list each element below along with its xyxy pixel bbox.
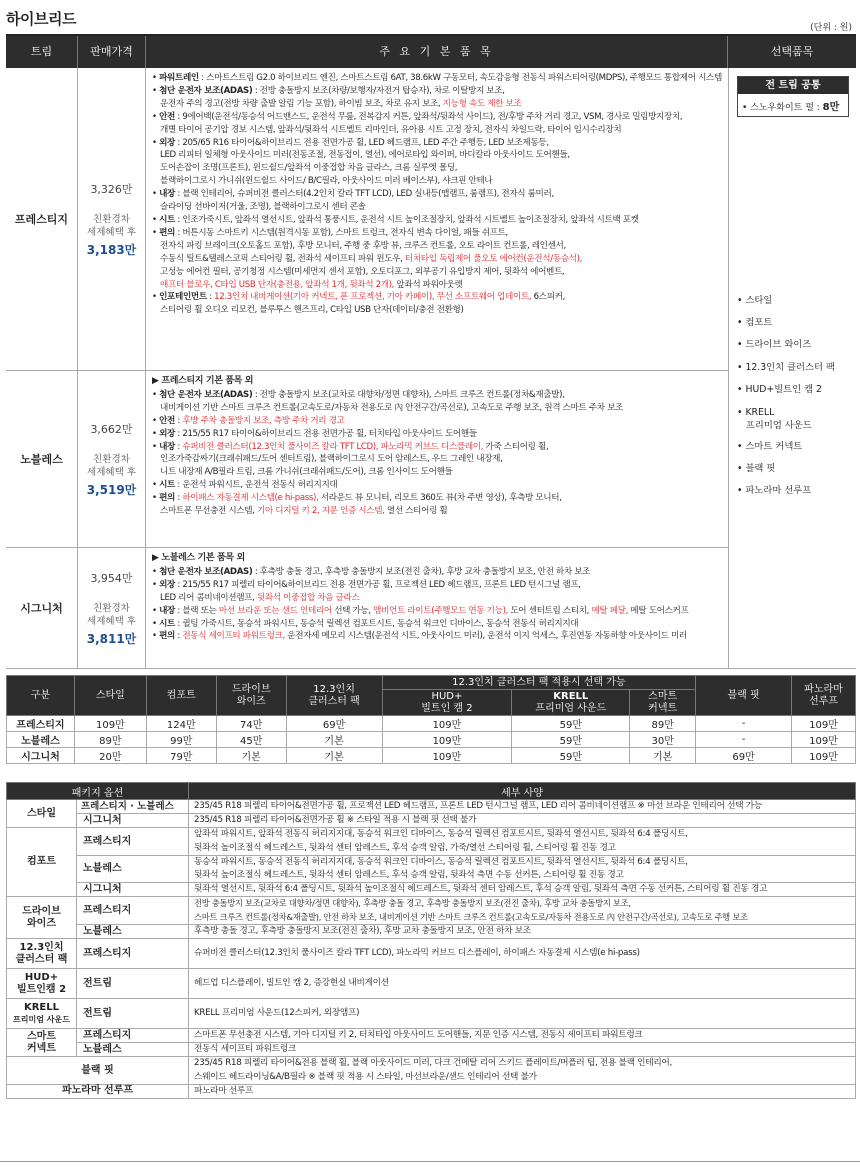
option-item: • HUD+빌트인 캠 2 <box>737 383 822 395</box>
feature-line: • 내장 : 블랙 인테리어, 슈퍼비전 클러스터(4.2인치 칼라 TFT LCD), LED 실내등(맵램프, 룸램프), 전자식 룸미러, <box>152 189 554 200</box>
opt-header-black: 블랙 핏 <box>696 676 792 716</box>
feature-line: • 내장 : 슈퍼비전 클러스터(12.3인치 풀사이즈 칼라 TFT LCD), 파노라믹 커브드 디스플레이, 가죽 스티어링 휠, <box>152 441 549 452</box>
feature-line: 수동식 틸트&텔레스코픽 스티어링 휠, 전좌석 세이프티 파워 윈도우, 터치타입 독립제어 풀오토 에어컨(운전석/동승석), <box>160 253 582 264</box>
eco-label-2: 세제혜택 후 <box>87 226 136 238</box>
common-option-title: 전 트림 공통 <box>738 77 848 94</box>
feature-line: 개별 타이어 공기압 경보 시스템, 앞좌석/뒷좌석 시트벨트 리마인더, 유아용 시트 고정 장치, 전자식 차일드락, 타이어 임시수리장치 <box>160 124 622 135</box>
feature-line: • 파워트레인 : 스마트스트림 G2.0 하이브리드 엔진, 스마트스트림 6AT, 38.6kW 구동모터, 속도감응형 전동식 파워스티어링(MDPS), 주행모드 통합제어 시스템 <box>152 73 722 83</box>
feature-line: • 안전 : 9에어백(운전석/동승석 어드밴스드, 운전석 무릎, 전복감지 커튼, 앞좌석/뒷좌석 사이드), 전/후방 주차 거리 경고, VSM, 경사로 밀림방지장치, <box>152 111 683 122</box>
feature-line: • 첨단 운전자 보조(ADAS) : 후측방 충돌 경고, 후측방 충돌방지 보조(전진 출차), 후방 교차 충돌방지 보조, 안전 하차 보조 <box>152 566 591 577</box>
feature-line: • 내장 : 블랙 또는 마선 브라운 또는 샌드 인테리어 선택 가능, 앰비언트 라이트(주행모드 연동 기능), 도어 센터트림 스티치, 메탈 페달, 메탈 도어스커프 <box>152 605 689 616</box>
opt-header-krell: KRELL 프리미엄 사운드 <box>512 690 630 716</box>
feature-line: ▶ 프레스티지 기본 품목 외 <box>152 376 254 386</box>
table-row: 노블레스 전동식 세이프티 파워트렁크 <box>7 1043 856 1057</box>
feature-line: 니트 내장재 A/B필라 트림, 크롬 가니쉬(크래쉬패드/도어), 크롬 인사이드 도어핸들 <box>160 467 453 478</box>
trim-name: 시그니처 <box>6 548 78 668</box>
common-option-name: 스노우화이트 펄 <box>750 103 814 113</box>
feature-line: 슬라이딩 선바이저(거울, 조명), 블랙하이그로시 센터 콘솔 <box>160 202 366 213</box>
feature-list <box>152 375 724 518</box>
feature-line: 블랙하이그로시 가니쉬(윈드쉴드 사이드/ B/C필라, 아웃사이드 미러 베이스부), 샤크핀 안테나 <box>160 176 493 187</box>
feature-line: 스티어링 휠 오디오 리모컨, 블루투스 핸즈프리, C타입 USB 단자(데이터/충전 전환형) <box>160 305 464 316</box>
trim-name: 프레스티지 <box>6 68 78 370</box>
common-option-item: • 스노우화이트 펄 : 8만 <box>742 102 840 113</box>
table-row: 시그니처 235/45 R18 피렐리 타이어&전면가공 휠 ※ 스타일 적용 시 블랙 핏 선택 불가 <box>7 814 856 828</box>
opt-header-div: 구분 <box>7 676 75 716</box>
feature-line: 전자식 파킹 브레이크(오토홀드 포함), 후방 모니터, 주행 중 후방 뷰, 크루즈 컨트롤, 오토 라이트 컨트롤, 레인센서, <box>160 240 566 251</box>
feature-line: 스마트폰 무선충전 시스템, 기아 디지털 키 2, 지문 인증 시스템, 열선 스티어링 휠 <box>160 506 448 517</box>
trim-row-noblesse <box>6 371 728 548</box>
opt-header-drive: 드라이브 와이즈 <box>216 676 286 716</box>
feature-line: LED 리피터 일체형 아웃사이드 미러(전동조절, 전동접이, 열선), 에어로타입 와이퍼, 바디칼라 아웃사이드 도어핸들, <box>160 150 570 161</box>
trim-row-signature <box>6 548 728 669</box>
feature-line: 애프터 블로우, C타입 USB 단자(충전용, 앞좌석 1개, 뒷좌석 2개), 앞좌석 파워아웃렛 <box>160 279 463 290</box>
price-after-tax: 3,519만 <box>86 482 137 497</box>
header-trim: 트림 <box>6 36 78 68</box>
eco-label-1: 친환경차 <box>93 213 130 225</box>
option-item: • 드라이브 와이즈 <box>737 339 812 351</box>
table-row: 파노라마 선루프 파노라마 선루프 <box>7 1084 856 1098</box>
opt-header-comfort: 컴포트 <box>146 676 216 716</box>
feature-line: • 외장 : 215/55 R17 피렐리 타이어&하이브리드 전용 전면가공 휠, 프로젝션 LED 헤드램프, 프론트 LED 턴시그널 램프, <box>152 579 581 590</box>
feature-line: • 외장 : 215/55 R17 타이어&하이브리드 전용 전면가공 휠, 터치타입 아웃사이드 도어핸들 <box>152 428 477 439</box>
feature-line: 내비게이션 기반 스마트 크루즈 컨트롤(고속도로/자동차 전용도로 內 안전구간/곡선로), 고속도로 주행 보조, 원격 스마트 주차 보조 <box>160 402 623 413</box>
option-item: • 스마트 커넥트 <box>737 441 803 453</box>
opt-header-style: 스타일 <box>74 676 146 716</box>
feature-line: 운전자 주의 경고(전방 차량 출발 알림 기능 포함), 하이빔 보조, 차로 유지 보조, 지능형 속도 제한 보조 <box>160 98 522 109</box>
option-item: • 컴포트 <box>737 317 773 329</box>
header-options: 선택품목 <box>770 45 814 58</box>
header-price: 판매가격 <box>78 36 146 68</box>
opt-header-smart: 스마트 커넥트 <box>630 690 696 716</box>
pkg-detail-header: 세부 사양 <box>189 783 856 800</box>
table-row: 노블레스 동승석 파워시트, 동승석 전동식 허리지지대, 동승석 워크인 디바이스, 동승석 릴렉션 컴포트시트, 뒷좌석 열선시트, 뒷좌석 6:4 폴딩시트, 뒷좌석 높이조절식 헤드레스트, 뒷좌석 센터 암레스트, 후석 승객 알림, 뒷좌석 측면 수동 선커튼, 스티어링 휠 진동 경고 <box>7 855 856 882</box>
eco-label-2: 세제혜택 후 <box>87 466 136 478</box>
feature-line: • 시트 : 인조가죽시트, 앞좌석 열선시트, 앞좌석 통풍시트, 운전석 시트 높이조절장치, 앞좌석 시트벨트 높이조절장치, 앞좌석 시트백 포켓 <box>152 214 639 225</box>
option-item: • 블랙 핏 <box>737 463 776 475</box>
price-cell <box>78 548 146 668</box>
option-item: • KRELL 프리미엄 사운드 <box>737 407 812 432</box>
table-row: 12.3인치 클러스터 팩 프레스티지 슈퍼비전 클러스터(12.3인치 풀사이즈 칼라 TFT LCD), 파노라믹 커브드 디스플레이, 하이패스 자동결제 시스템(e hi-pass) <box>7 939 856 969</box>
option-item: • 12.3인치 클러스터 팩 <box>737 361 835 373</box>
feature-line: • 외장 : 205/65 R16 타이어&하이브리드 전용 전면가공 휠, LED 헤드램프, LED 주간 주행등, LED 보조제동등, <box>152 137 549 148</box>
eco-label-2: 세제혜택 후 <box>87 615 136 627</box>
option-item: • 스타일 <box>737 295 773 306</box>
trim-row-prestige <box>6 68 728 371</box>
page-bottom-rule <box>0 1161 860 1169</box>
trim-table <box>6 34 856 667</box>
table-row: 블랙 핏 235/45 R18 피렐리 타이어&전용 블랙 휠, 블랙 아웃사이드 미러, 다크 건메탈 리어 스키드 플레이트/머플러 팁, 전용 블랙 인테리어, 스웨이드 헤드라이닝&A/B필라 ※ 블랙 핏 적용 시 스타일, 마선브라운/샌드 인테리어 선택 불가 <box>7 1057 856 1084</box>
feature-list <box>152 72 724 317</box>
option-price-table <box>6 675 856 764</box>
opt-header-cluster: 12.3인치 클러스터 팩 <box>286 676 382 716</box>
feature-line: • 편의 : 전동식 세이프티 파워트렁크, 운전자세 메모리 시스템(운전석 시트, 아웃사이드 미러), 운전석 이지 억세스, 후진연동 자동하향 아웃사이드 미러 <box>152 631 687 642</box>
feature-line: • 시트 : 퀼팅 가죽시트, 동승석 파워시트, 동승석 릴렉션 컴포트시트, 동승석 워크인 디바이스, 동승석 전동식 허리지지대 <box>152 618 579 629</box>
feature-line: ▶ 노블레스 기본 품목 외 <box>152 553 245 563</box>
eco-label-1: 친환경차 <box>93 453 130 465</box>
option-item: • 파노라마 선루프 <box>737 485 812 497</box>
pkg-header: 패키지 옵션 <box>7 783 189 800</box>
feature-line: 도어손잡이 조명(프론트), 윈드쉴드/앞좌석 이중접합 차음 글라스, 크롬 실루엣 몰딩, <box>160 163 458 174</box>
price-after-tax: 3,183만 <box>86 242 137 257</box>
table-row: HUD+ 빌트인캠 2 전트림 헤드업 디스플레이, 빌트인 캠 2, 증강현실 내비게이션 <box>7 969 856 999</box>
opt-header-hud: HUD+ 빌트인 캠 2 <box>382 690 512 716</box>
table-row: KRELL 프리미엄 사운드 전트림 KRELL 프리미엄 사운드(12스피커, 외장앰프) <box>7 999 856 1029</box>
eco-label-1: 친환경차 <box>93 602 130 614</box>
feature-line: • 안전 : 후방 주차 충돌방지 보조, 측방 주차 거리 경고 <box>152 415 345 426</box>
feature-line: • 편의 : 버튼시동 스마트키 시스템(원격시동 포함), 스마트 트렁크, 전자식 변속 다이얼, 패들 쉬프트, <box>152 227 508 238</box>
trim-name: 노블레스 <box>6 371 78 547</box>
feature-line: • 첨단 운전자 보조(ADAS) : 전방 충돌방지 보조(교차로 대향차/정면 대향차), 스마트 크루즈 컨트롤(정차&재출발), <box>152 389 565 400</box>
price: 3,662만 <box>90 422 133 436</box>
price-after-tax: 3,811만 <box>86 631 137 646</box>
feature-line: • 시트 : 운전석 파워시트, 운전석 전동식 허리지지대 <box>152 480 338 491</box>
page-title: 하이브리드 <box>6 10 76 28</box>
feature-line: 인조가죽감싸기(크래쉬패드/도어 센터트림), 블랙하이그로시 도어 암레스트, 우드 그레인 내장재, <box>160 454 503 465</box>
opt-header-group: 12.3인치 클러스터 팩 적용시 선택 가능 <box>382 676 696 690</box>
feature-line: LED 리어 콤비네이션램프, 뒷좌석 이중접합 차음 글라스 <box>160 592 360 603</box>
option-list <box>737 290 835 503</box>
options-column <box>728 68 856 669</box>
unit-note: (단위 : 원) <box>810 23 852 33</box>
feature-line: • 첨단 운전자 보조(ADAS) : 전방 충돌방지 보조(차량/보행자/자전거 탑승자), 차로 이탈방지 보조, <box>152 85 505 96</box>
table-row: 시그니처 20만 79만 기본 기본 109만 59만 기본 69만 109만 <box>7 748 856 764</box>
table-row: 노블레스 후측방 충돌 경고, 후측방 충돌방지 보조(전진 출차), 후방 교차 충돌방지 보조, 안전 하차 보조 <box>7 924 856 938</box>
price: 3,326만 <box>90 182 133 196</box>
table-row: 컴포트 프레스티지 앞좌석 파워시트, 앞좌석 전동식 허리지지대, 동승석 워크인 디바이스, 동승석 릴렉션 컴포트시트, 뒷좌석 열선시트, 뒷좌석 6:4 폴딩시트, 뒷좌석 높이조절식 헤드레스트, 뒷좌석 센터 암레스트, 후석 승객 알림, 가죽/열선 스티어링 휠, 스티어링 휠 진동 경고 <box>7 828 856 855</box>
common-option-box <box>737 76 849 117</box>
package-table <box>6 782 856 1099</box>
opt-header-pano: 파노라마 선루프 <box>791 676 855 716</box>
table-row: 스타일 프레스티지 · 노블레스 235/45 R18 피렐리 타이어&전면가공 휠, 프로젝션 LED 헤드램프, 프론트 LED 턴시그널 램프, LED 리어 콤비네이션램프 ※ 마선 브라운 인테리어 선택 가능 <box>7 800 856 814</box>
table-row: 프레스티지 109만 124만 74만 69만 109만 59만 89만 - 109만 <box>7 716 856 732</box>
common-option-price: 8만 <box>822 102 840 113</box>
feature-line: 고성능 에어컨 필터, 공기청정 시스템(미세먼지 센서 포함), 오토디포그, 외부공기 유입방지 제어, 뒷좌석 에어벤트, <box>160 266 565 277</box>
price-cell <box>78 68 146 370</box>
table-row: 스마트 커넥트 프레스티지 스마트폰 무선충전 시스템, 기아 디지털 키 2, 터치타입 아웃사이드 도어핸들, 지문 인증 시스템, 전동식 세이프티 파워트렁크 <box>7 1029 856 1043</box>
header-items: 주 요 기 본 품 목 <box>146 36 728 68</box>
table-row: 드라이브 와이즈 프레스티지 전방 충돌방지 보조(교차로 대향차/정면 대향차), 후측방 충돌 경고, 후측방 충돌방지 보조(전진 출차), 후방 교차 충돌방지 보조, 스마트 크루즈 컨트롤(정차&재출발), 안전 하차 보조, 내비게이션 기반 스마트 크루즈 컨트롤(고속도로/자동차 전용도로 內 안전구간/곡선로), 고속도로 주행 보조 <box>7 897 856 924</box>
feature-line: • 편의 : 하이패스 자동결제 시스템(e hi-pass), 서라운드 뷰 모니터, 리모트 360도 뷰(차 주변 영상), 후측방 모니터, <box>152 493 562 504</box>
price: 3,954만 <box>90 571 133 585</box>
feature-line: • 인포테인먼트 : 12.3인치 내비게이션(기아 커넥트, 폰 프로젝션, 기아 카페이), 무선 소프트웨어 업데이트, 6스피커, <box>152 292 565 303</box>
table-row: 시그니처 뒷좌석 열선시트, 뒷좌석 6:4 폴딩시트, 뒷좌석 높이조절식 헤드레스트, 뒷좌석 센터 암레스트, 후석 승객 알림, 뒷좌석 측면 수동 선커튼, 스티어링 휠 진동 경고 <box>7 883 856 897</box>
price-cell <box>78 371 146 547</box>
table-row: 노블레스 89만 99만 45만 기본 109만 59만 30만 - 109만 <box>7 732 856 748</box>
feature-list <box>152 552 724 643</box>
trim-table-header <box>6 36 856 68</box>
